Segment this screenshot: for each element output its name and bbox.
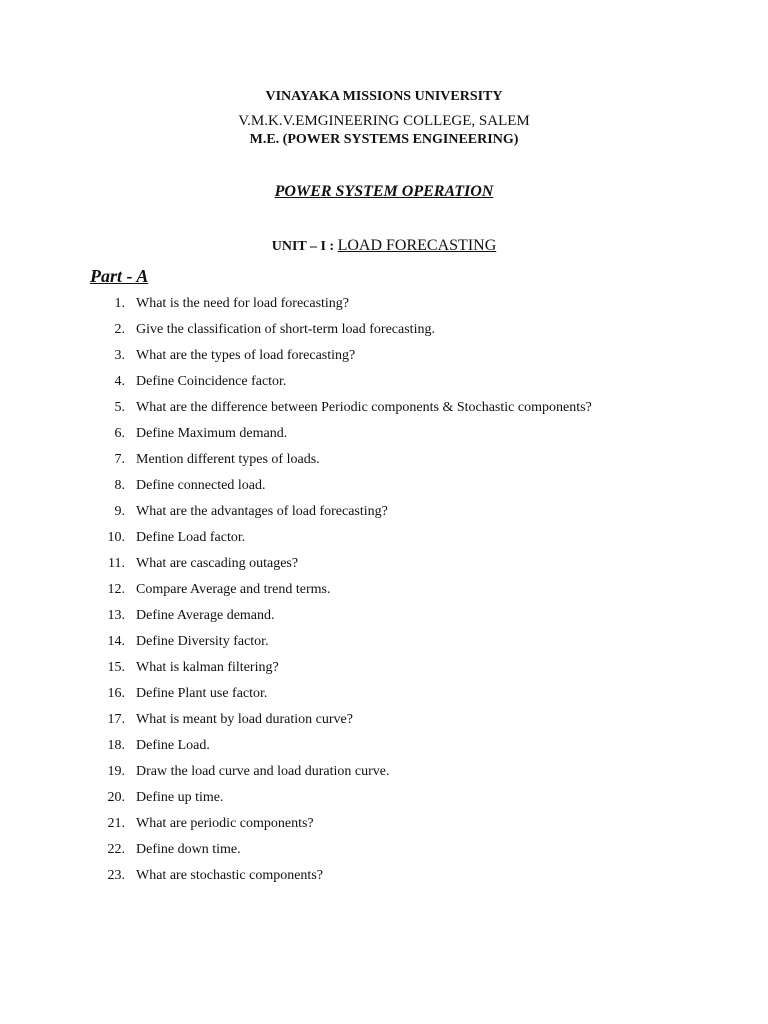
question-number: 9. (114, 504, 125, 519)
question-text: What is meant by load duration curve? (136, 712, 353, 727)
question-number: 2. (114, 322, 125, 337)
college-name: V.M.K.V.EMGINEERING COLLEGE, SALEM (238, 113, 530, 129)
list-item (0, 632, 768, 658)
question-text: Define Maximum demand. (136, 426, 288, 441)
question-text: What are the types of load forecasting? (136, 348, 356, 363)
list-item (0, 424, 768, 450)
subject-title: POWER SYSTEM OPERATION (274, 183, 494, 200)
question-number: 23. (107, 868, 125, 883)
question-text: Define Load. (136, 738, 210, 753)
question-number: 13. (107, 608, 125, 623)
question-list (0, 294, 768, 892)
question-text: Define Diversity factor. (136, 634, 269, 649)
question-number: 21. (107, 816, 125, 831)
question-text: What are periodic components? (136, 816, 314, 831)
list-item (0, 346, 768, 372)
list-item (0, 554, 768, 580)
question-number: 12. (107, 582, 125, 597)
list-item (0, 788, 768, 814)
list-item (0, 866, 768, 892)
question-text: Define Load factor. (136, 530, 246, 545)
list-item (0, 398, 768, 424)
part-heading: Part - A (90, 266, 149, 286)
question-number: 7. (114, 452, 125, 467)
list-item (0, 606, 768, 632)
list-item (0, 476, 768, 502)
question-text: Define Plant use factor. (136, 686, 268, 701)
question-number: 6. (114, 426, 125, 441)
question-text: What are cascading outages? (136, 556, 299, 571)
unit-prefix: UNIT – I : (271, 239, 338, 254)
question-number: 22. (107, 842, 125, 857)
question-text: Define down time. (136, 842, 241, 857)
list-item (0, 294, 768, 320)
unit-title: LOAD FORECASTING (337, 237, 497, 254)
list-item (0, 528, 768, 554)
list-item (0, 684, 768, 710)
question-text: What are the advantages of load forecasting? (136, 504, 388, 519)
list-item (0, 502, 768, 528)
question-number: 8. (114, 478, 125, 493)
question-number: 19. (107, 764, 125, 779)
degree-title: M.E. (POWER SYSTEMS ENGINEERING) (249, 132, 519, 147)
list-item (0, 372, 768, 398)
question-text: What is the need for load forecasting? (136, 296, 350, 311)
question-text: Give the classification of short-term load forecasting. (136, 322, 435, 337)
list-item (0, 320, 768, 346)
list-item (0, 580, 768, 606)
question-number: 1. (114, 296, 125, 311)
question-number: 10. (107, 530, 125, 545)
list-item (0, 762, 768, 788)
question-text: Define Coincidence factor. (136, 374, 287, 389)
list-item (0, 840, 768, 866)
question-text: Define up time. (136, 790, 224, 805)
question-text: Define Average demand. (136, 608, 275, 623)
question-number: 15. (107, 660, 125, 675)
question-number: 4. (114, 374, 125, 389)
unit-heading (0, 237, 768, 255)
question-text: Define connected load. (136, 478, 266, 493)
question-text: Mention different types of loads. (136, 452, 320, 467)
question-number: 20. (107, 790, 125, 805)
question-number: 5. (114, 400, 125, 415)
list-item (0, 814, 768, 840)
question-text: Draw the load curve and load duration curve. (136, 764, 390, 779)
question-number: 18. (107, 738, 125, 753)
list-item (0, 710, 768, 736)
question-number: 16. (107, 686, 125, 701)
university-name: VINAYAKA MISSIONS UNIVERSITY (265, 89, 503, 104)
question-text: What are the difference between Periodic components & Stochastic components? (136, 400, 592, 415)
question-number: 17. (107, 712, 125, 727)
list-item (0, 736, 768, 762)
list-item (0, 450, 768, 476)
question-text: Compare Average and trend terms. (136, 582, 331, 597)
question-number: 14. (107, 634, 125, 649)
list-item (0, 658, 768, 684)
question-text: What are stochastic components? (136, 868, 323, 883)
question-number: 11. (108, 556, 125, 571)
question-text: What is kalman filtering? (136, 660, 279, 675)
question-number: 3. (114, 348, 125, 363)
